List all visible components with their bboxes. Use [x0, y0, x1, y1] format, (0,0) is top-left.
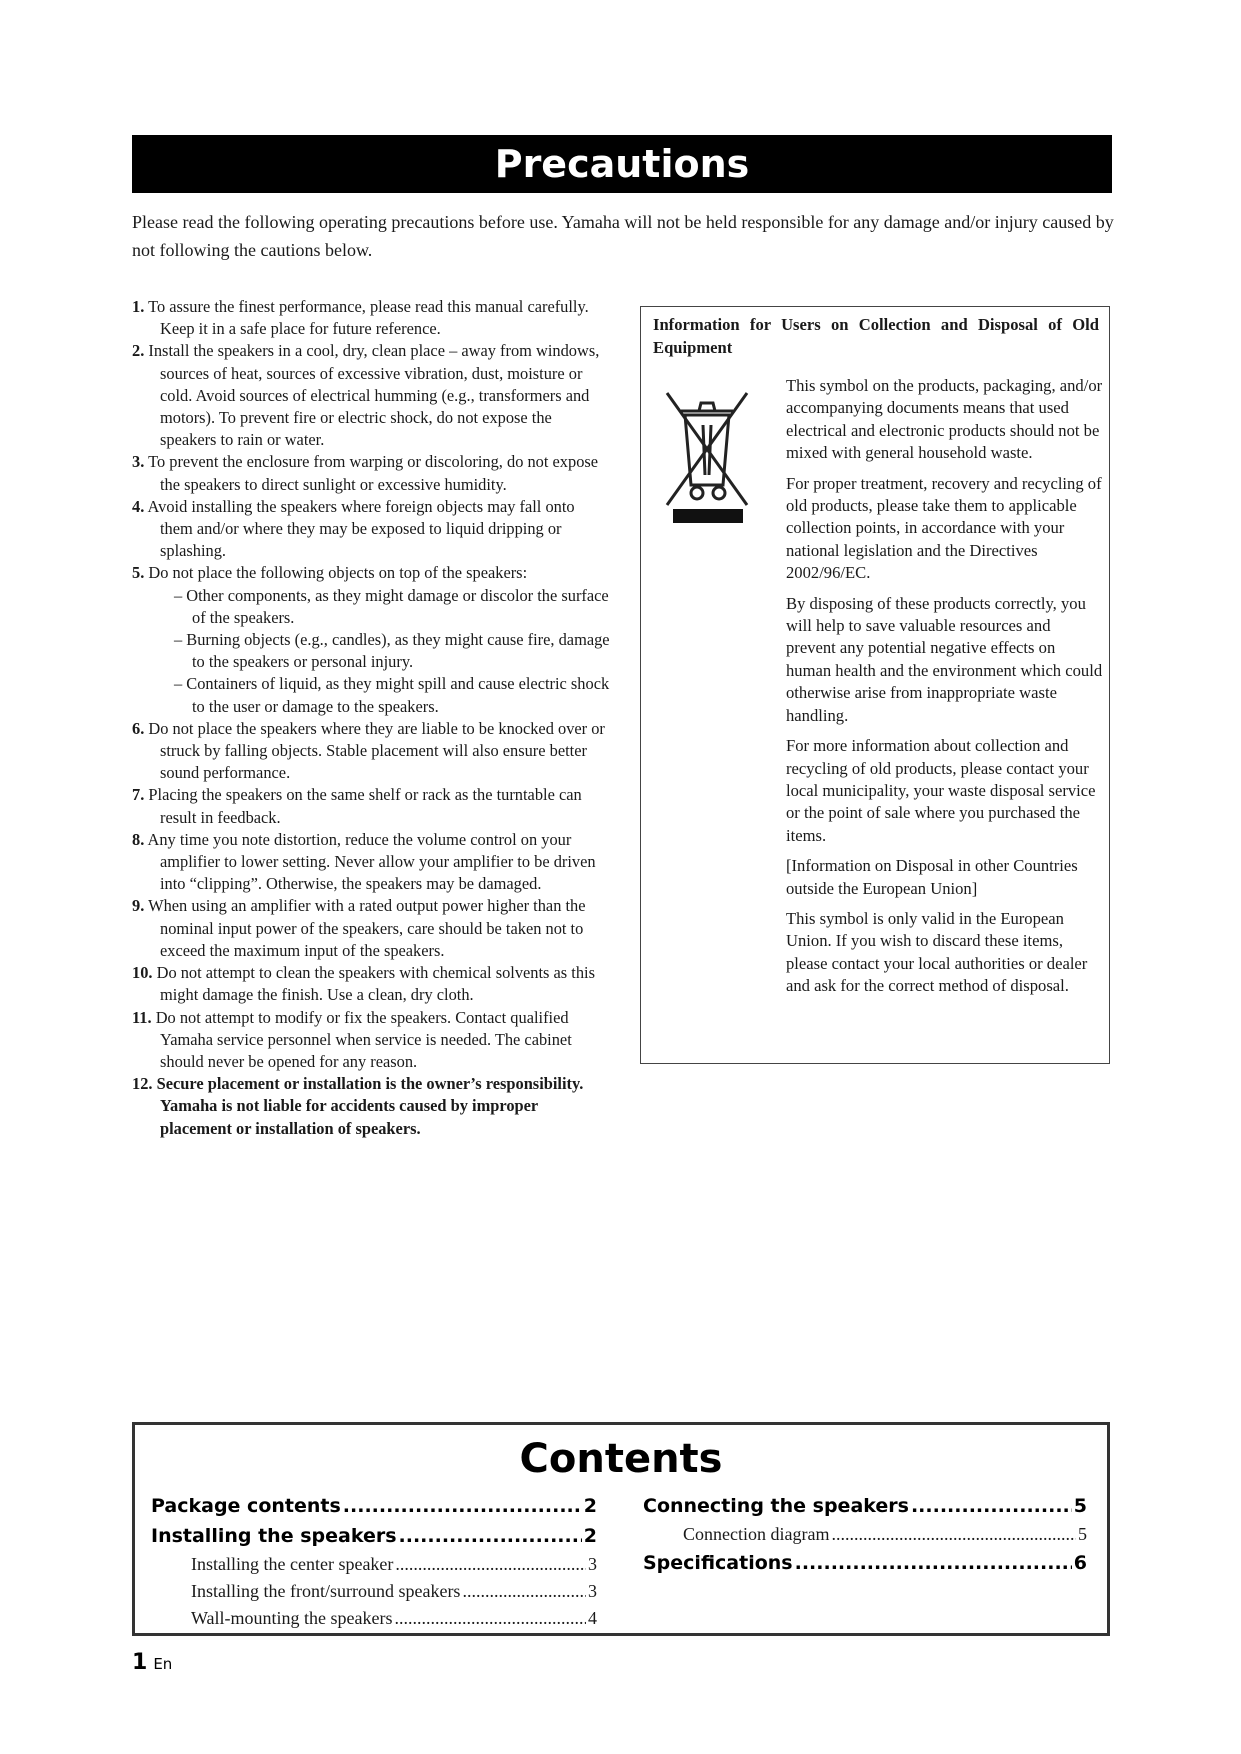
- toc-entry[interactable]: [151, 1521, 597, 1551]
- precaution-text: Do not attempt to clean the speakers with chemical solvents as this might damage the finish. Use a clean, dry cloth.: [156, 963, 595, 1005]
- toc-page: 6: [1073, 1552, 1087, 1574]
- toc-leader: [795, 1548, 1072, 1578]
- toc-leader: [831, 1521, 1076, 1548]
- precaution-text: When using an amplifier with a rated output power higher than the nominal input power of the speakers, care should be taken not to exceed the maximum input of the speakers.: [148, 896, 586, 960]
- precaution-subitem: – Other components, as they might damage or discolor the surface of the speakers.: [174, 585, 609, 627]
- disposal-info-text: [786, 375, 1104, 1006]
- toc-label: Connecting the speakers: [643, 1495, 909, 1517]
- precaution-text: To prevent the enclosure from warping or discoloring, do not expose the speakers to direct sunlight or excessive humidity.: [148, 452, 599, 494]
- language-code: En: [153, 1655, 173, 1673]
- toc-label: Package contents: [151, 1495, 341, 1517]
- precaution-subitem: – Containers of liquid, as they might spill and cause electric shock to the user or damage to the speakers.: [174, 674, 610, 716]
- contents-box: [132, 1422, 1110, 1636]
- toc-leader: [395, 1551, 586, 1578]
- precaution-text: Do not place the following objects on top of the speakers:: [148, 563, 528, 583]
- precaution-text: Any time you note distortion, reduce the volume control on your amplifier to lower setting. Never allow your amplifier to be driven into “clipping”. Otherwise, the speakers may be damaged.: [147, 829, 596, 894]
- precaution-item-warning: [132, 1073, 610, 1140]
- precaution-text: To assure the finest performance, please read this manual carefully. Keep it in a safe place for future reference.: [148, 297, 589, 339]
- precaution-text: Placing the speakers on the same shelf or rack as the turntable can result in feedback.: [148, 785, 582, 827]
- toc-entry[interactable]: [151, 1578, 597, 1605]
- contents-title: Contents: [519, 1436, 723, 1482]
- disposal-info-box: [640, 306, 1110, 1064]
- toc-page: 4: [588, 1608, 597, 1628]
- toc-entry[interactable]: [643, 1548, 1087, 1578]
- disposal-paragraph: For more information about collection and recycling of old products, please contact your local municipality, your waste disposal service or the point of sale where you purchased the items.: [786, 736, 1096, 845]
- toc-column-left: [151, 1491, 597, 1632]
- precaution-number: 4.: [132, 496, 145, 516]
- intro-text: Please read the following operating precautions before use. Yamaha will not be held responsible for any damage and/or injury caused by not following the cautions below.: [132, 212, 1114, 260]
- toc-column-right: [643, 1491, 1087, 1578]
- toc-page: 2: [583, 1525, 597, 1547]
- precaution-item: [132, 829, 610, 896]
- toc-entry[interactable]: [643, 1521, 1087, 1548]
- precaution-item: [132, 296, 610, 340]
- precaution-number: 2.: [132, 341, 145, 361]
- toc-entry[interactable]: [151, 1491, 597, 1521]
- toc-leader: [911, 1491, 1072, 1521]
- toc-entry[interactable]: [643, 1491, 1087, 1521]
- toc-page: 5: [1078, 1524, 1087, 1544]
- precaution-number: 3.: [132, 452, 145, 472]
- toc-leader: [399, 1521, 582, 1551]
- toc-page: 3: [588, 1554, 597, 1574]
- precaution-item: [132, 718, 610, 785]
- precaution-item: [132, 496, 610, 563]
- toc-leader: [343, 1491, 582, 1521]
- toc-page: 2: [583, 1495, 597, 1517]
- disposal-info-title: Information for Users on Collection and Disposal of Old Equipment: [653, 315, 1099, 357]
- precaution-item: [132, 784, 610, 828]
- precaution-item: [132, 962, 610, 1006]
- precaution-item: [132, 562, 610, 717]
- disposal-paragraph: For proper treatment, recovery and recycling of old products, please take them to applicable collection points, in accordance with your national legislation and the Directives 2002/96/EC.: [786, 473, 1102, 583]
- precaution-number: 10.: [132, 963, 153, 983]
- precaution-number: 11.: [132, 1007, 152, 1027]
- precaution-item: [132, 1007, 610, 1074]
- disposal-paragraph: This symbol is only valid in the European Union. If you wish to discard these items, please contact your local authorities or dealer and ask for the correct method of disposal.: [786, 908, 1088, 996]
- toc-label: Wall-mounting the speakers: [191, 1608, 393, 1628]
- toc-label: Connection diagram: [683, 1524, 830, 1544]
- precaution-text: Avoid installing the speakers where foreign objects may fall onto them and/or where they may be exposed to liquid dripping or splashing.: [147, 496, 575, 561]
- precaution-number: 1.: [132, 297, 145, 316]
- precaution-subitem: – Burning objects (e.g., candles), as they might cause fire, damage to the speakers or personal injury.: [174, 630, 610, 672]
- toc-page: 3: [588, 1581, 597, 1601]
- toc-leader: [395, 1605, 587, 1632]
- precaution-item: [132, 895, 610, 962]
- precaution-item: [132, 340, 610, 451]
- disposal-paragraph: [Information on Disposal in other Countries outside the European Union]: [786, 856, 1078, 898]
- page-title: Precautions: [132, 135, 1112, 193]
- precaution-number: 8.: [132, 829, 145, 849]
- precaution-text: Install the speakers in a cool, dry, clean place – away from windows, sources of heat, sources of excessive vibration, dust, moisture or cold. Avoid sources of electrical humming (e.g., transformers and motors). To prevent fire or electric shock, do not expose the speakers to rain or water.: [148, 341, 600, 450]
- page-number: 1: [132, 1650, 148, 1675]
- toc-label: Specifications: [643, 1552, 793, 1574]
- crossed-out-wheelie-bin-icon: [663, 385, 751, 525]
- precautions-list: [132, 296, 610, 1140]
- disposal-paragraph: This symbol on the products, packaging, and/or accompanying documents means that used electrical and electronic products should not be mixed with general household waste.: [786, 376, 1103, 463]
- precaution-number: 5.: [132, 563, 145, 583]
- precaution-text: Secure placement or installation is the owner’s responsibility. Yamaha is not liable for accidents caused by improper placement or installation of speakers.: [156, 1074, 584, 1138]
- precaution-number: 12.: [132, 1074, 153, 1094]
- toc-leader: [462, 1578, 586, 1605]
- precaution-item: [132, 451, 610, 495]
- toc-entry[interactable]: [151, 1551, 597, 1578]
- toc-entry[interactable]: [151, 1605, 597, 1632]
- precaution-number: 7.: [132, 785, 145, 805]
- precaution-text: Do not attempt to modify or fix the speakers. Contact qualified Yamaha service personnel when service is needed. The cabinet should never be opened for any reason.: [155, 1007, 572, 1071]
- toc-label: Installing the front/surround speakers: [191, 1581, 461, 1601]
- precaution-text: Do not place the speakers where they are liable to be knocked over or struck by falling objects. Stable placement will also ensure better sound performance.: [148, 718, 605, 783]
- page-footer: [132, 1650, 172, 1675]
- disposal-paragraph: By disposing of these products correctly, you will help to save valuable resources and prevent any potential negative effects on human health and the environment which could otherwise arise from inappropriate waste handling.: [786, 593, 1103, 725]
- toc-label: Installing the center speaker: [191, 1554, 394, 1574]
- precaution-number: 9.: [132, 896, 145, 916]
- toc-page: 5: [1073, 1495, 1087, 1517]
- precaution-number: 6.: [132, 718, 145, 738]
- toc-label: Installing the speakers: [151, 1525, 397, 1547]
